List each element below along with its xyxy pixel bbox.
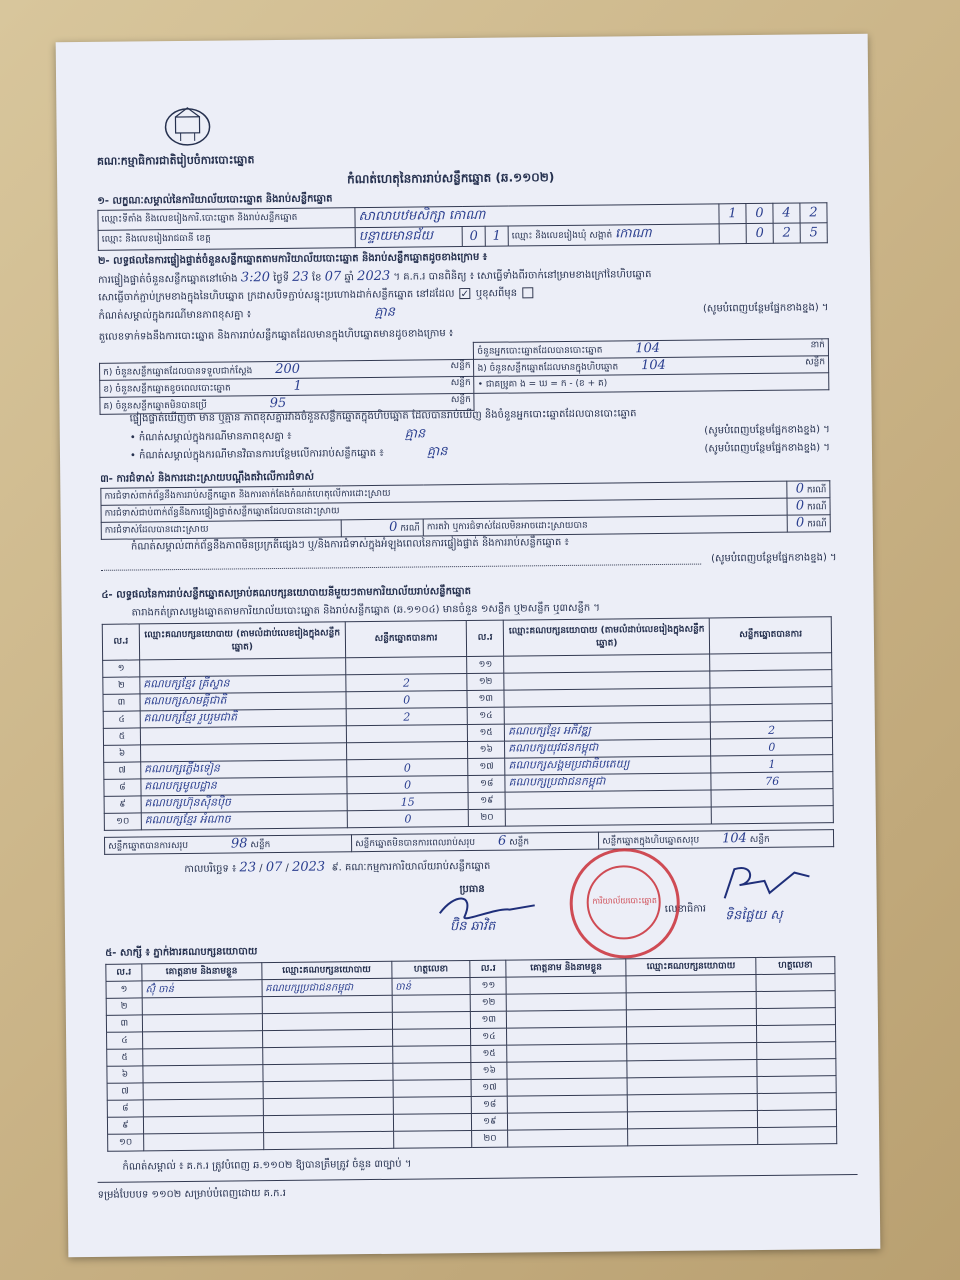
row-number: ១៣: [467, 690, 504, 707]
witness-signature: [757, 1093, 836, 1111]
code-digit: 5: [800, 223, 827, 243]
note2: [130, 424, 830, 444]
changed-checkbox[interactable]: [522, 287, 533, 298]
vote-count: 2: [346, 708, 468, 726]
witness-party: [262, 1046, 392, 1064]
row-number: ១៤: [467, 707, 504, 724]
witness-party: [263, 1080, 393, 1098]
col-votes: សន្លឹកឆ្នោតបានការ: [345, 621, 467, 658]
row-number: ៣: [103, 694, 140, 711]
count-value: 95: [269, 395, 287, 412]
col-name: គោត្តនាម និងនាមខ្លួន: [506, 959, 626, 977]
party-name: [504, 654, 710, 673]
count-value: 200: [275, 361, 301, 378]
row-number: ១៩: [468, 792, 505, 809]
voters-value: 104: [635, 340, 661, 357]
col-party: ឈ្មោះគណបក្សនយោបាយ: [261, 961, 391, 979]
objections-table: [100, 480, 831, 540]
row-number: ១: [103, 660, 140, 677]
count-value: 1: [293, 378, 302, 394]
note2-value: គ្មាន: [404, 426, 426, 442]
col-sign: ហត្ថលេខា: [756, 957, 835, 975]
party-name: គណបក្សខ្មែរ អភិវឌ្ឍ: [505, 722, 711, 741]
code-digit: 1: [485, 226, 508, 246]
party-name: គណបក្សខ្មែរ អំណាច: [141, 811, 347, 830]
row-number: ៤: [107, 1032, 143, 1049]
total-invalid-value: 6: [497, 833, 507, 849]
code-digit: 0: [746, 203, 773, 223]
province-value: បន្ទាយមានជ័យ: [358, 228, 434, 245]
fill-hint: (សូមបំពេញបន្ថែមផ្នែកខាងខ្នង) ។: [704, 424, 830, 437]
col-name: គោត្តនាម និងនាមខ្លួន: [142, 963, 262, 981]
dotted-line: [101, 564, 701, 571]
row-number: ៩: [104, 796, 141, 813]
party-name: គណបក្សប្រជាជនកម្ពុជា: [505, 773, 711, 792]
date-day: 23: [239, 860, 257, 876]
objection-value: 0: [389, 519, 398, 535]
discrepancy-note-value: គ្មាន: [374, 304, 396, 320]
irregularity-note: កំណត់សម្គាល់ពាក់ព័ន្ធនឹងភាពមិនប្រក្រតីផ្សេងៗ ឬ/និងការជំទាស់ក្នុងអំឡុងពេលនៃការផ្ទៀងផ្ទាត់ និងការរាប់សន្លឹកឆ្នោត ៖: [130, 536, 569, 553]
commune-label: ឈ្មោះ និងលេខរៀងឃុំ សង្កាត់: [511, 230, 613, 242]
section2-heading: ២- លទ្ធផលនៃការផ្ទៀងផ្ទាត់ចំនួនសន្លឹកឆ្នោតតាមការិយាល័យបោះឆ្នោត និងរាប់សន្លឹកឆ្នោតដូចខាងក្រោម ៖: [97, 251, 488, 267]
row-number: ៦: [104, 745, 141, 762]
witness-party: គណបក្សប្រជាជនកម្ពុជា: [262, 978, 392, 996]
row-number: ១២: [467, 673, 504, 690]
count-value: 104: [640, 357, 666, 374]
col-no: ល.រ: [467, 620, 504, 656]
witness-name: [506, 993, 626, 1011]
verification-text-end: ។ គ.ក.រ បានពិនិត្យ ៖ សោធ្លើទាំងពីរចាក់នៅម្រាមខាងក្រៅនៃហិបឆ្នោត: [393, 269, 652, 283]
witness-signature: [756, 991, 835, 1009]
col-no: ល.រ: [102, 624, 139, 660]
objection-row-1: ការជំទាស់ពាក់ព័ន្ធនឹងការរាប់សន្លឹកឆ្នោត និងការតាក់តែងកំណត់ហេតុលើការដោះស្រាយ: [101, 481, 787, 505]
totals-table: [104, 829, 834, 855]
witness-party: [263, 1131, 393, 1149]
row-number: ២០: [472, 1130, 508, 1147]
party-name: [139, 658, 345, 677]
row-number: ៥: [103, 728, 140, 745]
row-number: ៩: [107, 1117, 143, 1134]
witness-name: [506, 976, 626, 994]
total-unit: សន្លឹក: [749, 834, 770, 846]
party-name: គណបក្សសង្គមប្រជាធិបតេយ្យ: [505, 756, 711, 775]
organization-name: គណៈកម្មាធិការជាតិរៀបចំការបោះឆ្នោត: [96, 153, 255, 168]
party-name: [505, 790, 711, 809]
count-label: ក) ចំនួនសន្លឹកឆ្នោតដែលបានទទួលជាក់ស្តែង: [103, 366, 253, 378]
witness-signature: [756, 974, 835, 992]
col-party: ឈ្មោះគណបក្សនយោបាយ (តាមលំដាប់លេខរៀងក្នុងសន្លឹកឆ្នោត): [503, 618, 710, 656]
commune-value: កោណា: [614, 226, 652, 242]
form-footer: ទម្រង់បែបបទ ១១០២ សម្រាប់បំពេញដោយ គ.ក.រ: [97, 1187, 286, 1201]
intact-checkbox[interactable]: ✓: [460, 288, 470, 301]
chair-signature-icon: [435, 887, 545, 928]
party-name: គណបក្សសាមគ្គីជាតិ: [140, 692, 346, 711]
objection-row-2: ការជំទាស់ជាប់ពាក់ព័ន្ធនឹងការផ្ទៀងផ្ទាត់សន្លឹកឆ្នោតដែលបានដោះស្រាយ: [101, 498, 787, 522]
vote-count: 0: [347, 776, 469, 794]
witness-signature: [757, 1025, 836, 1043]
witness-name: ស៊ុំ ចាន់: [142, 980, 262, 998]
witness-signature: [393, 1130, 472, 1148]
col-no: ល.រ: [106, 964, 142, 981]
total-box-label: សន្លឹកឆ្នោតក្នុងហិបឆ្នោតសរុប: [602, 835, 700, 847]
witness-name: [508, 1112, 628, 1130]
witness-name: [143, 1099, 263, 1117]
discrepancy-note: [98, 302, 828, 323]
witness-name: [507, 1027, 627, 1045]
witness-party: [626, 992, 756, 1010]
date-month: 07: [265, 859, 283, 876]
row-number: ៤: [103, 711, 140, 728]
location-label: ឈ្មោះទីតាំង និងលេខរៀងការិ.បោះឆ្នោត និងរាប់សន្លឹកឆ្នោត: [98, 208, 355, 231]
objection-unit: ករណី: [400, 523, 420, 534]
official-stamp-icon: [569, 848, 680, 959]
month-value: 07: [324, 269, 342, 285]
witness-party: [262, 1063, 392, 1081]
row-number: ១០: [104, 813, 141, 830]
seal-line: [98, 287, 535, 304]
objection-value: 0: [795, 498, 805, 514]
month-label: ខែ: [311, 272, 322, 284]
objection-row-3b: ការតវ៉ា ឬការជំទាស់ដែលមិនអាចដោះស្រាយបាន: [423, 515, 787, 536]
secretary-label: លេខាធិការ: [664, 903, 707, 915]
section5-heading: ៥- សាក្សី ៖ ភ្នាក់ងារគណបក្សនយោបាយ: [105, 946, 258, 959]
vote-count: [712, 806, 834, 824]
witness-signature: [757, 1042, 836, 1060]
witness-party: [627, 1042, 757, 1060]
col-no: ល.រ: [470, 960, 506, 977]
witness-name: [142, 997, 262, 1015]
vote-count: [346, 742, 468, 760]
row-number: ១៧: [472, 1079, 508, 1096]
fill-hint: (សូមបំពេញបន្ថែមផ្នែកខាងខ្នង) ។: [702, 302, 829, 315]
col-party: ឈ្មោះគណបក្សនយោបាយ: [626, 958, 756, 976]
verification-line: [98, 268, 651, 287]
vote-count: [710, 670, 832, 688]
form-note: កំណត់សម្គាល់ ៖ គ.ក.រ ត្រូវបំពេញ ឆ.១១០២ ឱ្យបានត្រឹមត្រូវ ចំនួន ៣ច្បាប់ ។: [122, 1158, 412, 1173]
footer-divider: [98, 1174, 858, 1183]
witness-signature: [392, 1045, 471, 1063]
witness-signature: ចាន់: [392, 977, 471, 995]
committee-label: ៩. គណៈកម្មការការិយាល័យរាប់សន្លឹកឆ្នោត: [331, 860, 491, 874]
row-number: ៦: [107, 1066, 143, 1083]
witness-party: [262, 1012, 392, 1030]
party-name: គណបក្សខ្មែរ គ្រីស្ទាន: [140, 675, 346, 694]
witness-name: [507, 1061, 627, 1079]
witness-party: [263, 1097, 393, 1115]
fill-hint: (សូមបំពេញបន្ថែមផ្នែកខាងខ្នង) ។: [711, 552, 837, 565]
secretary-signature-icon: [714, 862, 824, 903]
total-unit: សន្លឹក: [250, 840, 271, 851]
nec-emblem-icon: [162, 103, 212, 148]
row-number: ១៨: [472, 1096, 508, 1113]
witness-signature: [758, 1127, 837, 1145]
verification-text: ការផ្ទៀងផ្ទាត់ចំនួនសន្លឹកឆ្នោតនៅម៉ោង: [98, 273, 238, 286]
party-name: [140, 743, 346, 762]
count-table: [99, 338, 830, 415]
vote-count: [710, 653, 832, 671]
total-box-value: 104: [721, 831, 747, 847]
year-label: ឆ្នាំ: [344, 272, 355, 284]
row-number: ១៦: [468, 741, 505, 758]
witness-signature: [392, 1028, 471, 1046]
code-digit: 2: [800, 203, 827, 223]
row-number: ១៥: [471, 1045, 507, 1062]
vote-count: [711, 789, 833, 807]
note3-value: គ្មាន: [426, 444, 448, 460]
formula-text: • ជាគម្រូគា ង = ឃ = ក - (ខ + គ): [477, 378, 608, 390]
row-number: ១១: [470, 977, 506, 994]
count-unit: សន្លឹក: [450, 377, 471, 389]
form-title: កំណត់ហេតុនៃការរាប់សន្លឹកឆ្នោត (ឆ.១១០២): [347, 170, 555, 187]
province-label: ឈ្មោះ និងលេខរៀងរាជធានី ខេត្ត: [98, 228, 355, 251]
witness-signature: [756, 1008, 835, 1026]
results-table: [102, 616, 834, 831]
vote-count: 0: [347, 810, 469, 828]
section1-heading: ១- លក្ខណៈសម្គាល់នៃការិយាល័យបោះឆ្នោត និងរាប់សន្លឹកឆ្នោត: [97, 193, 333, 207]
witness-signature: [393, 1113, 472, 1131]
year-value: 2023: [357, 268, 391, 285]
objection-value: 0: [795, 481, 805, 497]
location-value: សាលាបឋមសិក្សា កោណា: [358, 207, 486, 225]
party-name: គណបក្សភ្លើងទៀន: [141, 760, 347, 779]
row-number: ៧: [104, 762, 141, 779]
vote-count: [710, 687, 832, 705]
witness-signature: [392, 1011, 471, 1029]
witness-signature: [393, 1079, 472, 1097]
col-votes: សន្លឹកឆ្នោតបានការ: [710, 617, 832, 654]
witness-party: [262, 1029, 392, 1047]
results-intro: តារាងកត់ត្រាសម្លេងឆ្នោតតាមការិយាល័យបោះឆ្នោត និងរាប់សន្លឹកឆ្នោត (ឆ.១១០៤) មានចំនួន ១សន្លឹក ឬ២សន្លឹក ឬ៣សន្លឹក ។: [131, 602, 601, 619]
row-number: ១៤: [471, 1028, 507, 1045]
code-digit: 2: [773, 223, 800, 243]
date-label: កាលបរិច្ឆេទ ៖: [184, 863, 237, 875]
vote-count: 0: [347, 759, 469, 777]
witness-name: [142, 1014, 262, 1032]
code-digit: 4: [773, 203, 800, 223]
row-number: ១១: [467, 656, 504, 673]
count-unit: សន្លឹក: [805, 357, 826, 368]
vote-count: 2: [711, 721, 833, 739]
witness-name: [507, 1044, 627, 1062]
objection-unit: ករណី: [806, 485, 827, 496]
witness-name: [508, 1129, 628, 1147]
time-value: 3:20: [240, 270, 271, 286]
note3-label: • កំណត់សម្គាល់ក្នុងករណីមានវិធានការបន្ថែមលើការរាប់សន្លឹកឆ្នោត ៖: [129, 447, 384, 462]
row-number: ៨: [107, 1100, 143, 1117]
witness-signature: [757, 1059, 836, 1077]
witness-name: [143, 1133, 263, 1151]
witness-party: [263, 1114, 393, 1132]
witness-name: [143, 1065, 263, 1083]
witness-party: [627, 1093, 757, 1111]
witness-signature: [393, 1096, 472, 1114]
code-digit: 0: [462, 226, 485, 246]
code-digit: 0: [746, 223, 773, 243]
witness-party: [628, 1127, 758, 1145]
witnesses-table: [105, 956, 837, 1152]
section1-table: [97, 202, 827, 251]
chair-label: ប្រធាន: [459, 883, 485, 896]
row-number: ១៧: [468, 758, 505, 775]
party-name: គណបក្សហ៊ុនស៊ីនប៉ិច: [141, 794, 347, 813]
row-number: ១៥: [468, 724, 505, 741]
row-number: ១: [106, 981, 142, 998]
row-number: ១៣: [471, 1011, 507, 1028]
vote-count: 2: [346, 674, 468, 692]
witness-signature: [757, 1076, 836, 1094]
witness-party: [626, 975, 756, 993]
vote-count: [711, 704, 833, 722]
objection-value: 0: [795, 515, 805, 531]
objection-unit: ករណី: [806, 502, 827, 513]
witness-party: [262, 995, 392, 1013]
count-intro: តួលេខទាក់ទងនឹងការបោះឆ្នោត និងការរាប់សន្លឹកឆ្នោតដែលមានក្នុងហិបឆ្នោតមានដូចខាងក្រោម ៖: [98, 328, 454, 343]
stamp-text: ការិយាល័យបោះឆ្នោត: [592, 896, 657, 906]
total-valid-value: 98: [230, 836, 248, 852]
section4-heading: ៤- លទ្ធផលនៃការរាប់សន្លឹកឆ្នោតសម្រាប់គណបក្សនយោបាយនីមួយៗតាមការិយាល័យរាប់សន្លឹកឆ្នោត: [101, 585, 472, 601]
col-sign: ហត្ថលេខា: [391, 960, 470, 978]
date-year: 2023: [292, 859, 326, 875]
row-number: ៨: [104, 779, 141, 796]
party-name: [140, 726, 346, 745]
party-name: [504, 688, 710, 707]
col-party: ឈ្មោះគណបក្សនយោបាយ (តាមលំដាប់លេខរៀងក្នុងសន្លឹកឆ្នោត): [139, 622, 345, 660]
row-number: ៣: [106, 1015, 142, 1032]
witness-name: [143, 1082, 263, 1100]
vote-count: 0: [711, 738, 833, 756]
witness-name: [142, 1031, 262, 1049]
row-number: ១៦: [471, 1062, 507, 1079]
row-number: ២: [103, 677, 140, 694]
witness-name: [507, 1078, 627, 1096]
chair-name: ប៊ិន ឆាវិត: [449, 918, 496, 935]
note3: [130, 442, 830, 462]
date-line: កាលបរិច្ឆេទ ៖ 23 / 07 / 2023 ៩. គណៈកម្មការការិយាល័យរាប់សន្លឹកឆ្នោត: [184, 859, 491, 876]
note2-label: • កំណត់សម្គាល់ក្នុងករណីមានភាពខុសគ្នា ៖: [129, 430, 292, 444]
vote-count: [346, 725, 468, 743]
witness-party: [627, 1076, 757, 1094]
witness-party: [627, 1059, 757, 1077]
day-label: ថ្ងៃទី: [273, 272, 290, 285]
row-number: ១៩: [472, 1113, 508, 1130]
day-value: 23: [292, 269, 309, 285]
objection-row-3a: ការជំទាស់ដែលបានដោះស្រាយ: [101, 520, 341, 540]
witness-name: [508, 1095, 628, 1113]
section3-heading: ៣- ការជំទាស់ និងការដោះស្រាយបណ្តឹងតវ៉ាលើការជំទាស់: [100, 471, 315, 485]
objection-unit: ករណី: [807, 519, 827, 530]
party-name: គណបក្សមូលដ្ឋាន: [141, 777, 347, 796]
count-label: ង) ចំនួនសន្លឹកឆ្នោតដែលមានក្នុងហិបឆ្នោត: [477, 362, 619, 374]
row-number: ៥: [107, 1049, 143, 1066]
party-name: [504, 705, 710, 724]
row-number: ៧: [107, 1083, 143, 1100]
count-unit: សន្លឹក: [450, 394, 471, 406]
row-number: ២: [106, 998, 142, 1015]
party-name: គណបក្សយុវជនកម្ពុជា: [505, 739, 711, 758]
row-number: ១៨: [468, 775, 505, 792]
vote-count: 0: [346, 691, 468, 709]
code-digit: 1: [719, 204, 746, 224]
secretary-name: ទិនផ្លៃយ សុ: [724, 907, 783, 924]
vote-count: 1: [711, 755, 833, 773]
vote-count: [345, 657, 467, 675]
party-name: [505, 807, 711, 826]
party-name: [504, 671, 710, 690]
witness-signature: [393, 1062, 472, 1080]
row-number: ១០: [108, 1134, 144, 1151]
row-number: ១២: [471, 994, 507, 1011]
total-invalid-label: សន្លឹកឆ្នោតមិនបានការពេលរាប់សរុប: [355, 837, 476, 850]
witness-signature: [757, 1110, 836, 1128]
election-form-sheet: [56, 34, 881, 1257]
row-number: ២០: [469, 809, 506, 826]
total-unit: សន្លឹក: [509, 837, 530, 848]
discrepancy-note-label: កំណត់សម្គាល់ក្នុងករណីមានភាពខុសគ្នា ៖: [98, 309, 252, 322]
voters-unit: នាក់: [810, 340, 825, 351]
count-label: ខ) ចំនួនសន្លឹកឆ្នោតខូចពេលបោះឆ្នោត: [103, 383, 231, 395]
seal-text: សោធ្លើចាក់ភ្ជាប់ក្រមខាងក្នុងនៃហិបឆ្នោត ក្រដាសបិទភ្ជាប់សន្ទុះប្រហោងដាក់សន្លឹកឆ្នោត នៅដដែល: [98, 288, 455, 304]
witness-name: [143, 1116, 263, 1134]
count-unit: សន្លឹក: [450, 360, 471, 372]
count-label: គ) ចំនួនសន្លឹកឆ្នោតមិនបានប្រើ: [103, 400, 207, 412]
witness-name: [143, 1048, 263, 1066]
witness-party: [627, 1025, 757, 1043]
vote-count: 15: [347, 793, 469, 811]
total-valid-label: សន្លឹកឆ្នោតបានការសរុប: [108, 840, 189, 852]
fill-hint: (សូមបំពេញបន្ថែមផ្នែកខាងខ្នង) ។: [704, 442, 831, 455]
witness-name: [507, 1010, 627, 1028]
comparison-line: ផ្ទៀងផ្ទាត់ឃើញថា មាន ឬគ្មាន ភាពខុសគ្នារវាងចំនួនសន្លឹកឆ្នោតក្នុងហិបឆ្នោត ដែលបានរាប់ឃើញ និងចំនួនអ្នកបោះឆ្នោតដែលបានបោះឆ្នោត: [129, 408, 637, 425]
party-name: គណបក្សខ្មែរ រួបរួមជាតិ: [140, 709, 346, 728]
witness-party: [627, 1110, 757, 1128]
witness-party: [626, 1008, 756, 1026]
changed-label: ឬខុសពីមុន: [475, 287, 518, 300]
voters-label: ចំនួនអ្នកបោះឆ្នោតដែលបានបោះឆ្នោត: [477, 345, 603, 357]
vote-count: 76: [711, 772, 833, 790]
witness-signature: [392, 994, 471, 1012]
